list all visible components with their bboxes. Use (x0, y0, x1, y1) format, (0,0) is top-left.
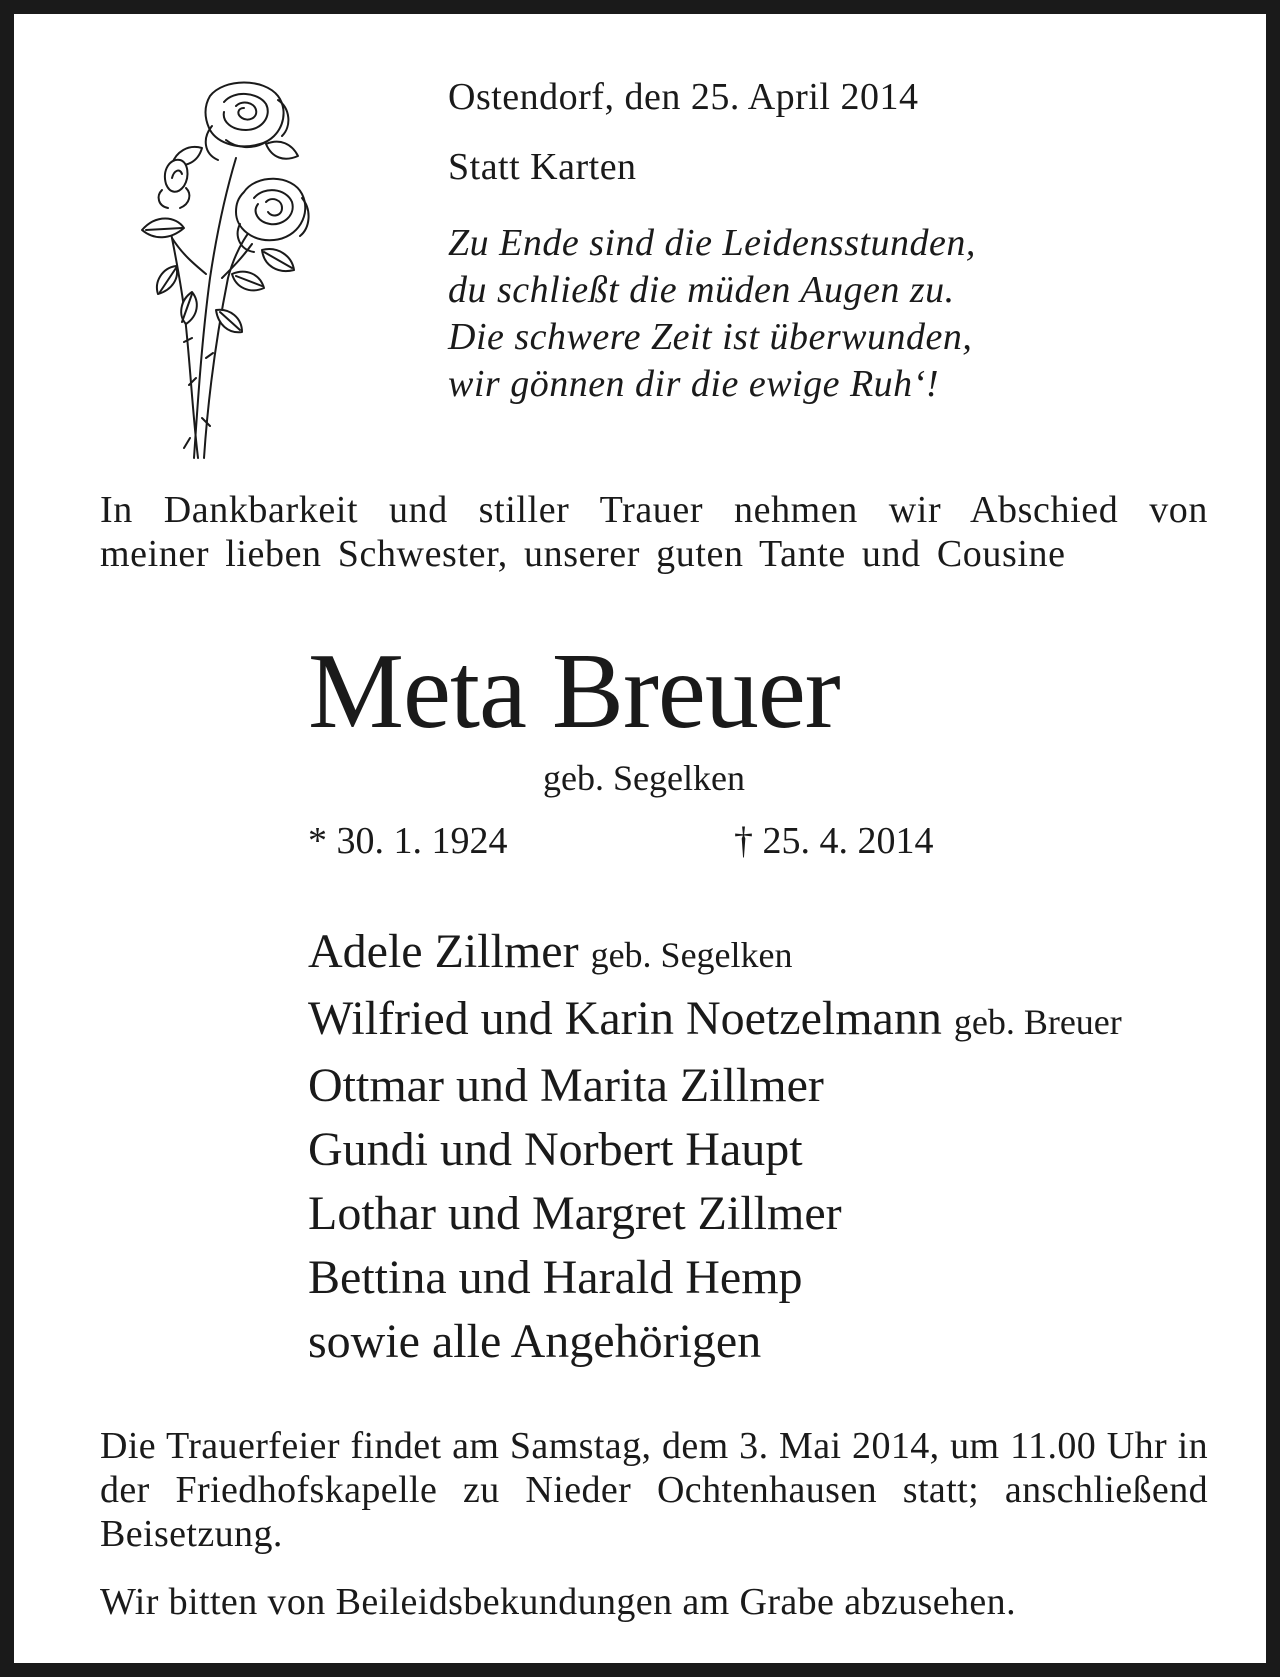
maiden-name-row (14, 756, 1280, 800)
ceremony-text: Die Trauerfeier findet am Samstag, dem 3. Mai 2014, um 11.00 Uhr in der Friedhofskapelle zu Nieder Ochtenhausen statt; anschließend Beisetzung. (100, 1425, 1208, 1555)
place-date: Ostendorf, den 25. April 2014 (448, 76, 919, 118)
deceased-name: Meta Breuer (308, 632, 840, 751)
mourner-name: Wilfried und Karin Noetzelmann (308, 992, 942, 1045)
poem (448, 220, 1228, 408)
mourner-item (308, 920, 1208, 987)
header-block (448, 74, 1228, 408)
mourner-item (308, 1054, 1208, 1118)
mourner-note: geb. Segelken (590, 935, 793, 975)
death-date: † 25. 4. 2014 (734, 820, 934, 862)
poem-line: wir gönnen dir die ewige Ruh‘! (448, 363, 939, 405)
maiden-name: geb. Segelken (543, 758, 745, 798)
intro-text: In Dankbarkeit und stiller Trauer nehmen wir Abschied von meiner lieben Schwester, unserer guten Tante und Cousine (100, 489, 1208, 575)
mourner-name: Ottmar und Marita Zillmer (308, 1059, 824, 1112)
mourner-name: Adele Zillmer (308, 925, 579, 978)
mourner-name: Gundi und Norbert Haupt (308, 1123, 803, 1176)
poem-line: du schließt die müden Augen zu. (448, 269, 955, 311)
mourner-item (308, 1310, 1208, 1374)
mourner-item (308, 987, 1208, 1054)
mourners-list (308, 920, 1208, 1374)
birth-date: * 30. 1. 1924 (308, 820, 508, 862)
mourner-name: Bettina und Harald Hemp (308, 1251, 803, 1304)
mourner-note: geb. Breuer (953, 1002, 1122, 1042)
mourner-name: Lothar und Margret Zillmer (308, 1187, 842, 1240)
mourner-item (308, 1246, 1208, 1310)
mourner-item (308, 1118, 1208, 1182)
statt-karten-label: Statt Karten (448, 146, 637, 188)
rose-bouquet-icon (132, 78, 322, 463)
mourner-item (308, 1182, 1208, 1246)
request-text: Wir bitten von Beileidsbekundungen am Grabe abzusehen. (100, 1581, 1016, 1623)
poem-line: Die schwere Zeit ist überwunden, (448, 316, 973, 358)
poem-line: Zu Ende sind die Leidensstunden, (448, 222, 976, 264)
mourner-name: sowie alle Angehörigen (308, 1315, 762, 1368)
